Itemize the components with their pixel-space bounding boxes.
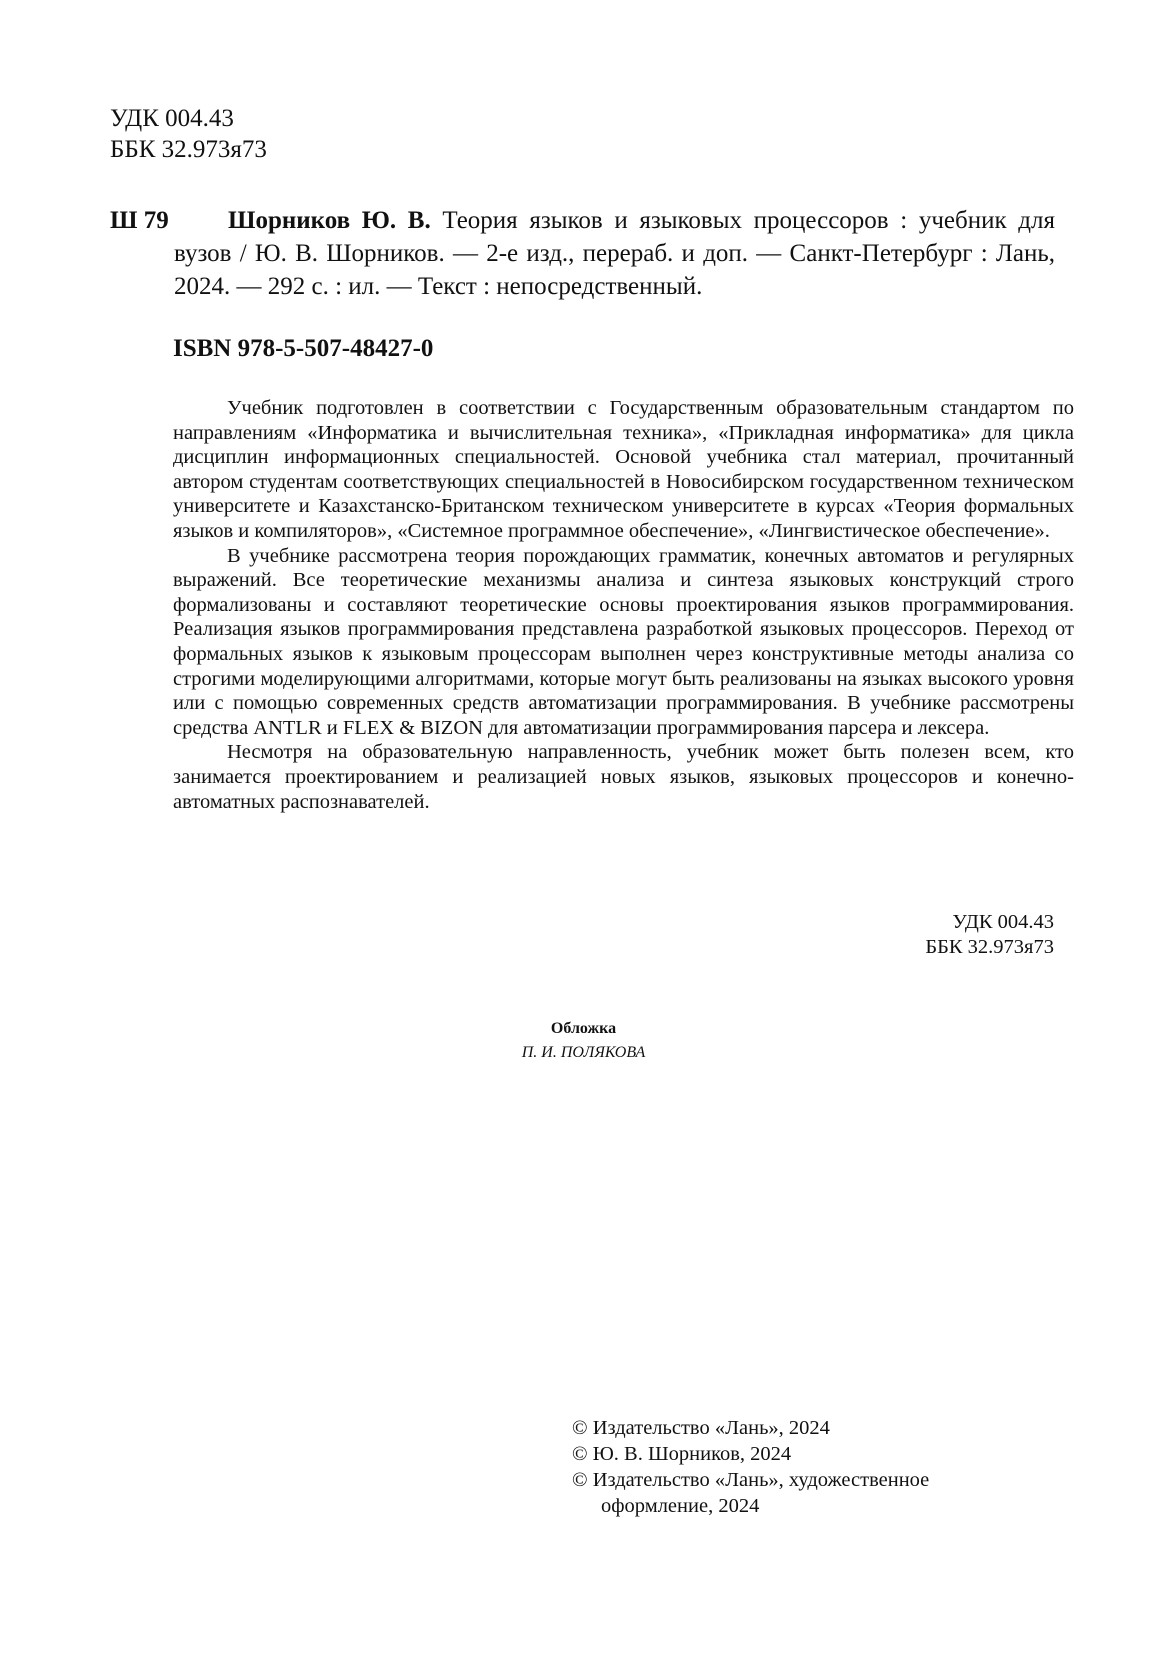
copyright-block — [572, 1415, 929, 1519]
annotation — [173, 396, 1074, 814]
udk-code: УДК 004.43 — [952, 911, 1054, 933]
classification-top — [110, 103, 267, 165]
copyright-line: оформление, 2024 — [601, 1495, 760, 1517]
bibliographic-entry — [110, 204, 1055, 303]
annotation-paragraph: В учебнике рассмотрена теория порождающих грамматик, конечных автоматов и регулярных выражений. Все теоретические механизмы анализа и синтеза языковых конструкций строго формализованы и составляют теоретические основы проектирования языков программирования. Реализация языков программирования представлена разработкой языковых процессоров. Переход от формальных языков к языковым процессорам выполнен через конструктивные методы анализа со строгими моделирующими алгоритмами, которые могут быть реализованы на языках высокого уровня или с помощью современных средств автоматизации программирования. В учебнике рассмотрены средства ANTLR и FLEX & BIZON для автоматизации программирования парсера и лексера. — [173, 544, 1074, 739]
bibliographic-description — [174, 204, 1055, 303]
udk-code: УДК 004.43 — [110, 105, 234, 132]
copyright-line: © Ю. В. Шорников, 2024 — [572, 1443, 792, 1465]
bbk-code: ББК 32.973я73 — [110, 136, 267, 163]
cover-designer: П. И. ПОЛЯКОВА — [521, 1044, 646, 1061]
annotation-paragraph: Учебник подготовлен в соответствии с Государственным образовательным стандартом по направлениям «Информатика и вычислительная техника», «Прикладная информатика» для цикла дисциплин информационных специальностей. Основой учебника стал материал, прочитанный автором студентам соответствующих специальностей в Новосибирском государственном техническом университете и Казахстанско-Британском техническом университете в курсах «Теория формальных языков и компиляторов», «Системное программное обеспечение», «Лингвистическое обеспечение». — [173, 397, 1074, 542]
cover-credit — [0, 1017, 1167, 1065]
annotation-paragraph: Несмотря на образовательную направленность, учебник может быть полезен всем, кто занимается проектированием и реализацией новых языков, языковых процессоров и конечно-автоматных распознавателей. — [173, 741, 1074, 813]
isbn: ISBN 978-5-507-48427-0 — [173, 335, 434, 362]
copyright-line: © Издательство «Лань», 2024 — [572, 1417, 830, 1439]
copyright-line: © Издательство «Лань», художественное — [572, 1469, 930, 1491]
author-sign: Ш 79 — [110, 207, 169, 234]
author-name: Шорников Ю. В. — [228, 207, 431, 234]
cover-label: Обложка — [550, 1020, 617, 1037]
title-statement: Теория языков и языковых процессоров : учебник для вузов / Ю. В. Шорников. — 2-е изд., перераб. и доп. — Санкт-Петербург : Лань, 2024. — 292 с. : ил. — Текст : непосредственный. — [174, 207, 1055, 300]
bbk-code: ББК 32.973я73 — [925, 936, 1054, 958]
classification-bottom — [790, 910, 1054, 960]
